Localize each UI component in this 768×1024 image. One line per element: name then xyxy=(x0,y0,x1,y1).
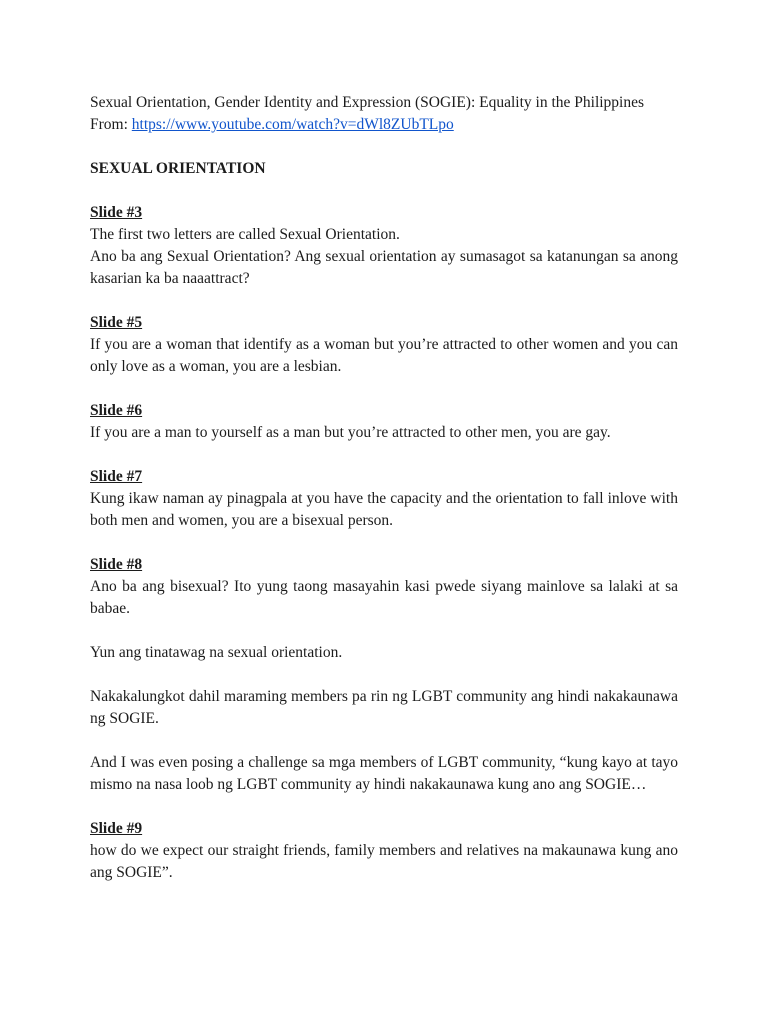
spacer xyxy=(90,620,678,642)
body-paragraph: And I was even posing a challenge sa mga members of LGBT community, “kung kayo at tayo mismo na nasa loob ng LGBT community ay hindi nakakaunawa kung ano ang SOGIE… xyxy=(90,754,678,793)
slide-text: how do we expect our straight friends, family members and relatives na makaunawa kung ano ang SOGIE”. xyxy=(90,842,678,881)
slide-text: Ano ba ang Sexual Orientation? Ang sexual orientation ay sumasagot sa katanungan sa anong kasarian ka ba naaattract? xyxy=(90,248,678,287)
slide-text: If you are a woman that identify as a woman but you’re attracted to other women and you can only love as a woman, you are a lesbian. xyxy=(90,336,678,375)
spacer xyxy=(90,796,678,818)
spacer xyxy=(90,444,678,466)
slide-title: Slide #3 xyxy=(90,204,143,221)
spacer xyxy=(90,730,678,752)
slide-title: Slide #6 xyxy=(90,402,143,419)
section-heading: SEXUAL ORIENTATION xyxy=(90,160,266,177)
spacer xyxy=(90,532,678,554)
spacer xyxy=(90,664,678,686)
slide-text: Kung ikaw naman ay pinagpala at you have the capacity and the orientation to fall inlove with both men and women, you are a bisexual person. xyxy=(90,490,678,529)
spacer xyxy=(90,290,678,312)
spacer xyxy=(90,378,678,400)
source-link[interactable]: https://www.youtube.com/watch?v=dWl8ZUbTLpo xyxy=(131,116,454,133)
slide-text: If you are a man to yourself as a man but you’re attracted to other men, you are gay. xyxy=(90,424,611,441)
slide-title: Slide #5 xyxy=(90,314,143,331)
document-title-line: Sexual Orientation, Gender Identity and Expression (SOGIE): Equality in the Philippines xyxy=(90,94,645,111)
slide-title: Slide #8 xyxy=(90,556,143,573)
source-line xyxy=(90,114,678,136)
slide-text: Ano ba ang bisexual? Ito yung taong masayahin kasi pwede siyang mainlove sa lalaki at sa babae. xyxy=(90,578,678,617)
spacer xyxy=(90,136,678,158)
slide-title: Slide #9 xyxy=(90,820,143,837)
from-label: From: xyxy=(90,116,132,133)
body-paragraph: Yun ang tinatawag na sexual orientation. xyxy=(90,644,343,661)
slide-title: Slide #7 xyxy=(90,468,143,485)
slide-text: The first two letters are called Sexual Orientation. xyxy=(90,226,400,243)
body-paragraph: Nakakalungkot dahil maraming members pa rin ng LGBT community ang hindi nakakaunawa ng SOGIE. xyxy=(90,688,678,727)
spacer xyxy=(90,180,678,202)
